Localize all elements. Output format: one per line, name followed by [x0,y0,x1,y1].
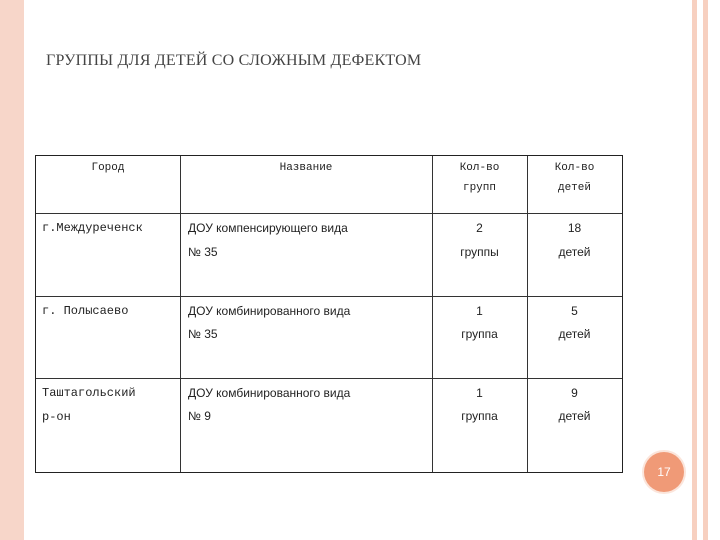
row-children-word: детей [558,245,591,259]
row-divider [36,213,622,214]
decorative-right-rail [692,0,697,540]
row-children-count: 5 [571,304,578,318]
column-divider [180,156,181,472]
row-groups-word: группы [460,245,499,259]
row-children-word: детей [558,327,591,341]
row-groups-word: группа [461,327,498,341]
row-name-number: № 35 [188,327,218,341]
row-city: г. Полысаево [42,304,129,318]
row-children-word: детей [558,409,591,423]
header-children-line1: Кол-во [554,162,595,174]
row-children-count: 9 [571,386,578,400]
row-groups-count: 1 [476,386,483,400]
header-children-line2: детей [557,182,591,194]
row-city: Таштагольский [42,386,136,400]
row-city: г.Междуреченск [42,221,143,235]
row-name: ДОУ комбинированного вида [188,386,351,400]
row-name-number: № 35 [188,245,218,259]
data-table [35,155,623,473]
row-groups-count: 2 [476,221,483,235]
header-city: Город [91,162,125,174]
slide-number-badge: 17 [644,452,684,492]
row-groups-word: группа [461,409,498,423]
header-groups-line1: Кол-во [459,162,500,174]
row-name: ДОУ комбинированного вида [188,304,351,318]
decorative-left-border [0,0,24,540]
row-children-count: 18 [567,221,582,235]
row-name-number: № 9 [188,409,211,423]
row-divider [36,296,622,297]
decorative-right-rail [703,0,708,540]
row-divider [36,378,622,379]
row-city-line2: р-он [42,410,71,424]
header-groups-line2: групп [462,182,496,194]
row-groups-count: 1 [476,304,483,318]
row-name: ДОУ компенсирующего вида [188,221,348,235]
page-title: ГРУППЫ ДЛЯ ДЕТЕЙ СО СЛОЖНЫМ ДЕФЕКТОМ [46,52,422,69]
header-name: Название [279,162,333,174]
